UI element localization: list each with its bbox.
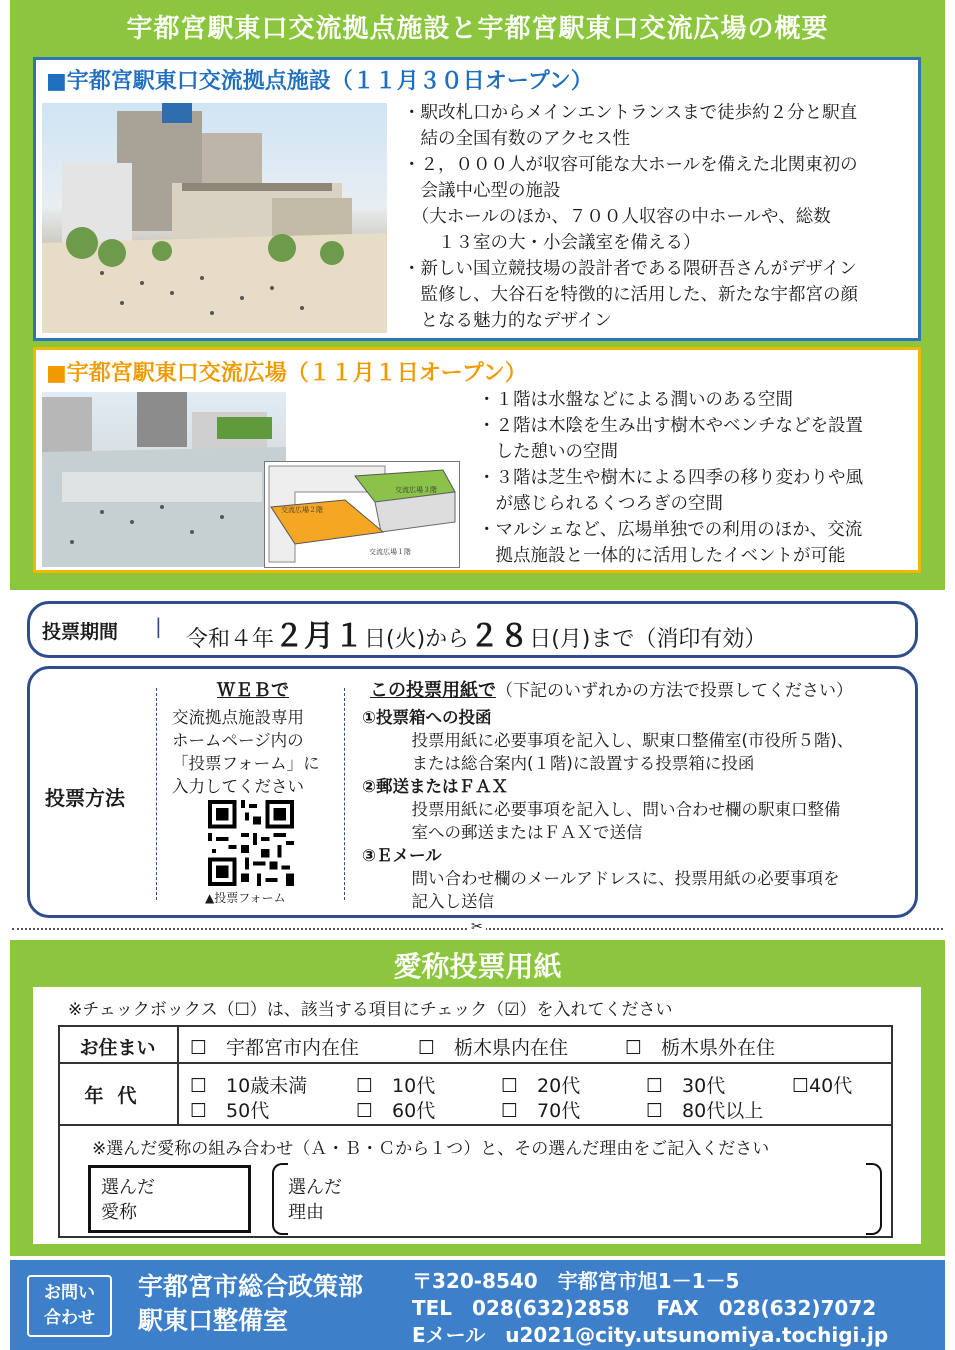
nickname-label (101, 1175, 155, 1225)
facility-line: ・新しい国立競技場の設計者である隈研吾さんがデザイン (403, 259, 857, 279)
period-start: ２月１ (274, 619, 365, 654)
reason-label-line2: 理由 (288, 1202, 324, 1223)
facility-description (403, 100, 903, 334)
facility-title: ■宇都宮駅東口交流拠点施設（１１月３０日オープン） (46, 69, 593, 94)
nickname-label-line2: 愛称 (101, 1202, 137, 1223)
contact-details (412, 1268, 888, 1349)
reason-field[interactable] (288, 1175, 342, 1225)
plaza-floor-diagram (264, 461, 460, 568)
age-option-under10[interactable]: ☐ 10歳未満 (190, 1075, 308, 1097)
org-office: 駅東口整備室 (138, 1306, 289, 1335)
contact-label-line1: お問い (44, 1283, 95, 1303)
plaza-title: ■宇都宮駅東口交流広場（１１月１日オープン） (46, 361, 527, 386)
age-option-30s[interactable]: ☐ 30代 (646, 1075, 726, 1097)
voting-period-label: 投票期間 (42, 621, 119, 643)
residence-option-tochigi[interactable]: ☐ 栃木県内在住 (418, 1037, 569, 1059)
facility-rendering-image (42, 103, 387, 333)
residence-label: お住まい (79, 1037, 156, 1059)
age-option-50s[interactable]: ☐ 50代 (190, 1100, 270, 1122)
method-option-heading: ①投票箱への投函 (362, 708, 492, 727)
web-line: ホームページ内の (172, 731, 304, 750)
residence-option-outside[interactable]: ☐ 栃木県外在住 (625, 1037, 776, 1059)
divider (156, 688, 157, 900)
age-option-70s[interactable]: ☐ 70代 (501, 1100, 581, 1122)
plaza-line: した憩いの空間 (478, 442, 618, 462)
floor2-label: 交流広場２階 (281, 506, 323, 514)
method-option-text: または総合案内(１階)に設置する投票箱に投函 (362, 754, 755, 773)
overview-title: 宇都宮駅東口交流拠点施設と宇都宮駅東口交流広場の概要 (126, 14, 829, 44)
age-option-40s[interactable]: ☐40代 (792, 1075, 853, 1097)
facility-line: 会議中心型の施設 (403, 181, 561, 201)
age-option-80plus[interactable]: ☐ 80代以上 (646, 1100, 764, 1122)
facility-line: ・駅改札口からメインエントランスまで徒歩約２分と駅直 (403, 103, 858, 123)
web-line: 入力してください (172, 777, 304, 796)
web-heading: ＷＥＢで (217, 680, 289, 701)
paper-instructions (362, 706, 902, 913)
facility-line: １３室の大・小会議室を備える） (403, 233, 701, 253)
method-option-text: 投票用紙に必要事項を記入し、問い合わせ欄の駅東口整備 (362, 800, 841, 819)
web-instructions (172, 706, 342, 798)
period-separator: | (155, 614, 162, 638)
voting-method-label: 投票方法 (45, 786, 125, 810)
facility-line: 結の全国有数のアクセス性 (403, 129, 630, 149)
plaza-line: ・１階は水盤などによる潤いのある空間 (478, 390, 793, 410)
web-line: 交流拠点施設専用 (172, 708, 304, 727)
method-option-text: 記入し送信 (362, 892, 494, 911)
plaza-description (478, 387, 908, 569)
org-department: 宇都宮市総合政策部 (138, 1272, 364, 1301)
method-option-text: 問い合わせ欄のメールアドレスに、投票用紙の必要事項を (362, 869, 840, 888)
contact-phone-fax: TEL 028(632)2858 FAX 028(632)7072 (412, 1296, 877, 1320)
age-option-10s[interactable]: ☐ 10代 (356, 1075, 436, 1097)
reason-note: ※選んだ愛称の組み合わせ（Ａ・Ｂ・Ｃから１つ）と、その選んだ理由をご記入ください (92, 1139, 770, 1159)
floor1-label: 交流広場１階 (369, 548, 411, 556)
web-line: 「投票フォーム」に (172, 754, 320, 773)
plaza-line: が感じられるくつろぎの空間 (478, 494, 723, 514)
age-option-20s[interactable]: ☐ 20代 (501, 1075, 581, 1097)
scissors-icon: ✂ (468, 919, 486, 935)
contact-label-line2: 合わせ (44, 1308, 95, 1328)
paper-heading-main: この投票用紙で (370, 680, 496, 701)
method-option-heading: ③Ｅメール (362, 846, 442, 865)
paper-heading (370, 676, 853, 702)
divider (58, 1124, 893, 1126)
divider (177, 1025, 179, 1125)
plaza-rendering-image (42, 392, 286, 567)
age-label: 年代 (84, 1085, 151, 1107)
period-from: 日(火)から (364, 627, 470, 652)
nickname-label-line1: 選んだ (101, 1177, 155, 1198)
facility-line: （大ホールのほか、７００人収容の中ホールや、総数 (403, 207, 831, 227)
checkbox-note: ※チェックボックス（☐）は、該当する項目にチェック（☑）を入れてください (68, 1000, 673, 1020)
method-option-heading: ②郵送またはＦＡＸ (362, 777, 508, 796)
contact-email-link[interactable]: Eメール u2021@city.utsunomiya.tochigi.jp (412, 1323, 889, 1347)
paper-heading-note: （下記のいずれかの方法で投票してください） (496, 681, 853, 701)
facility-line: となる魅力的なデザイン (403, 311, 612, 331)
ballot-title: 愛称投票用紙 (393, 950, 562, 983)
voting-period-text (186, 611, 766, 655)
plaza-line: ・２階は木陰を生み出す樹木やベンチなどを設置 (478, 416, 863, 436)
reason-bracket-right (866, 1163, 882, 1235)
facility-line: ・２，０００人が収容可能な大ホールを備えた北関東初の (403, 155, 858, 175)
qr-code-icon[interactable] (208, 800, 294, 886)
divider (58, 1062, 893, 1064)
method-option-text: 室への郵送またはＦＡＸで送信 (362, 823, 643, 842)
facility-line: 監修し、大谷石を特徴的に活用した、新たな宇都宮の顔 (403, 285, 858, 305)
plaza-line: ・３階は芝生や樹木による四季の移り変わりや風 (478, 468, 863, 488)
qr-caption: ▲投票フォーム (205, 891, 286, 905)
period-end: ２８ (469, 619, 530, 654)
plaza-line: 拠点施設と一体的に活用したイベントが可能 (478, 546, 846, 566)
method-option-text: 投票用紙に必要事項を記入し、駅東口整備室(市役所５階)、 (362, 731, 854, 750)
floor3-label: 交流広場３階 (395, 486, 437, 494)
contact-label (27, 1275, 112, 1337)
reason-bracket-left (272, 1163, 288, 1235)
reason-label-line1: 選んだ (288, 1177, 342, 1198)
residence-option-utsunomiya[interactable]: ☐ 宇都宮市内在住 (190, 1037, 360, 1059)
contact-address: 〒320-8540 宇都宮市旭1－1－5 (412, 1269, 740, 1293)
age-option-60s[interactable]: ☐ 60代 (356, 1100, 436, 1122)
contact-organization (138, 1270, 363, 1338)
period-until: 日(月)まで（消印有効） (529, 627, 767, 652)
plaza-line: ・マルシェなど、広場単独での利用のほか、交流 (478, 520, 863, 540)
divider (344, 688, 345, 900)
period-year: 令和４年 (186, 627, 275, 652)
